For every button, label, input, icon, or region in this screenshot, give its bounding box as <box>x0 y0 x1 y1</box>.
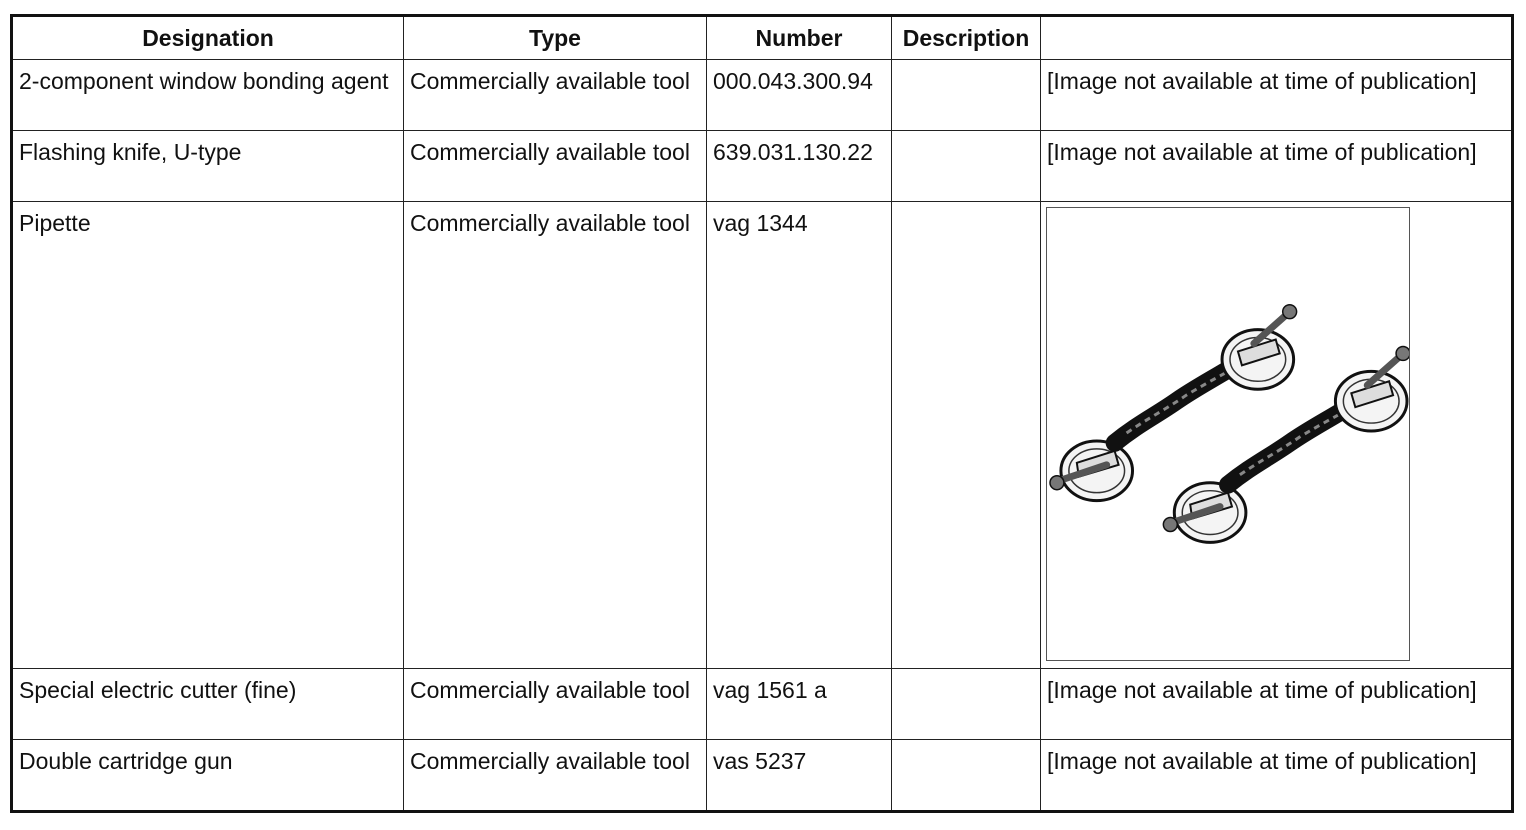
table-row <box>12 202 1513 669</box>
header-image <box>1041 16 1513 60</box>
header-number: Number <box>707 16 892 60</box>
designation-cell <box>12 740 404 812</box>
table-header-row <box>12 16 1513 60</box>
description-text <box>892 60 1040 70</box>
image-placeholder-text: [Image not available at time of publication] <box>1047 748 1477 774</box>
description-text <box>892 131 1040 141</box>
number-cell <box>707 60 892 131</box>
type-cell <box>404 202 707 669</box>
table-row <box>12 60 1513 131</box>
number-text: 639.031.130.22 <box>713 139 873 165</box>
description-text <box>892 669 1040 679</box>
type-text: Commercially available tool <box>410 677 690 703</box>
table-row <box>12 131 1513 202</box>
type-text: Commercially available tool <box>410 210 690 236</box>
image-cell <box>1041 60 1513 131</box>
designation-cell <box>12 669 404 740</box>
description-cell <box>892 60 1041 131</box>
number-text: vas 5237 <box>713 748 807 774</box>
number-cell <box>707 202 892 669</box>
header-type: Type <box>404 16 707 60</box>
type-text: Commercially available tool <box>410 748 690 774</box>
type-text: Commercially available tool <box>410 68 690 94</box>
image-placeholder-text: [Image not available at time of publication] <box>1047 677 1477 703</box>
header-description: Description <box>892 16 1041 60</box>
image-cell <box>1041 669 1513 740</box>
suction-cup-lifter-icon <box>1047 208 1409 660</box>
designation-cell <box>12 131 404 202</box>
type-cell <box>404 60 707 131</box>
double-suction-cup-lifter-illustration <box>1046 207 1410 661</box>
table-row <box>12 669 1513 740</box>
designation-text: Special electric cutter (fine) <box>19 677 297 703</box>
header-designation: Designation <box>12 16 404 60</box>
type-text: Commercially available tool <box>410 139 690 165</box>
image-placeholder-text: [Image not available at time of publication] <box>1047 139 1477 165</box>
number-text: 000.043.300.94 <box>713 68 873 94</box>
description-cell <box>892 669 1041 740</box>
designation-text: Pipette <box>19 210 91 236</box>
type-cell <box>404 740 707 812</box>
type-cell <box>404 131 707 202</box>
type-cell <box>404 669 707 740</box>
designation-cell <box>12 60 404 131</box>
description-text <box>892 740 1040 750</box>
designation-text: Double cartridge gun <box>19 748 233 774</box>
designation-text: 2-component window bonding agent <box>19 68 389 94</box>
designation-text: Flashing knife, U-type <box>19 139 242 165</box>
number-text: vag 1561 a <box>713 677 827 703</box>
description-cell <box>892 202 1041 669</box>
number-cell <box>707 740 892 812</box>
image-cell <box>1041 740 1513 812</box>
number-text: vag 1344 <box>713 210 808 236</box>
description-cell <box>892 740 1041 812</box>
image-cell <box>1041 202 1513 669</box>
description-cell <box>892 131 1041 202</box>
image-placeholder-text: [Image not available at time of publication] <box>1047 68 1477 94</box>
table-row <box>12 740 1513 812</box>
number-cell <box>707 131 892 202</box>
special-tools-table <box>10 14 1514 813</box>
number-cell <box>707 669 892 740</box>
description-text <box>892 202 1040 212</box>
image-cell <box>1041 131 1513 202</box>
designation-cell <box>12 202 404 669</box>
